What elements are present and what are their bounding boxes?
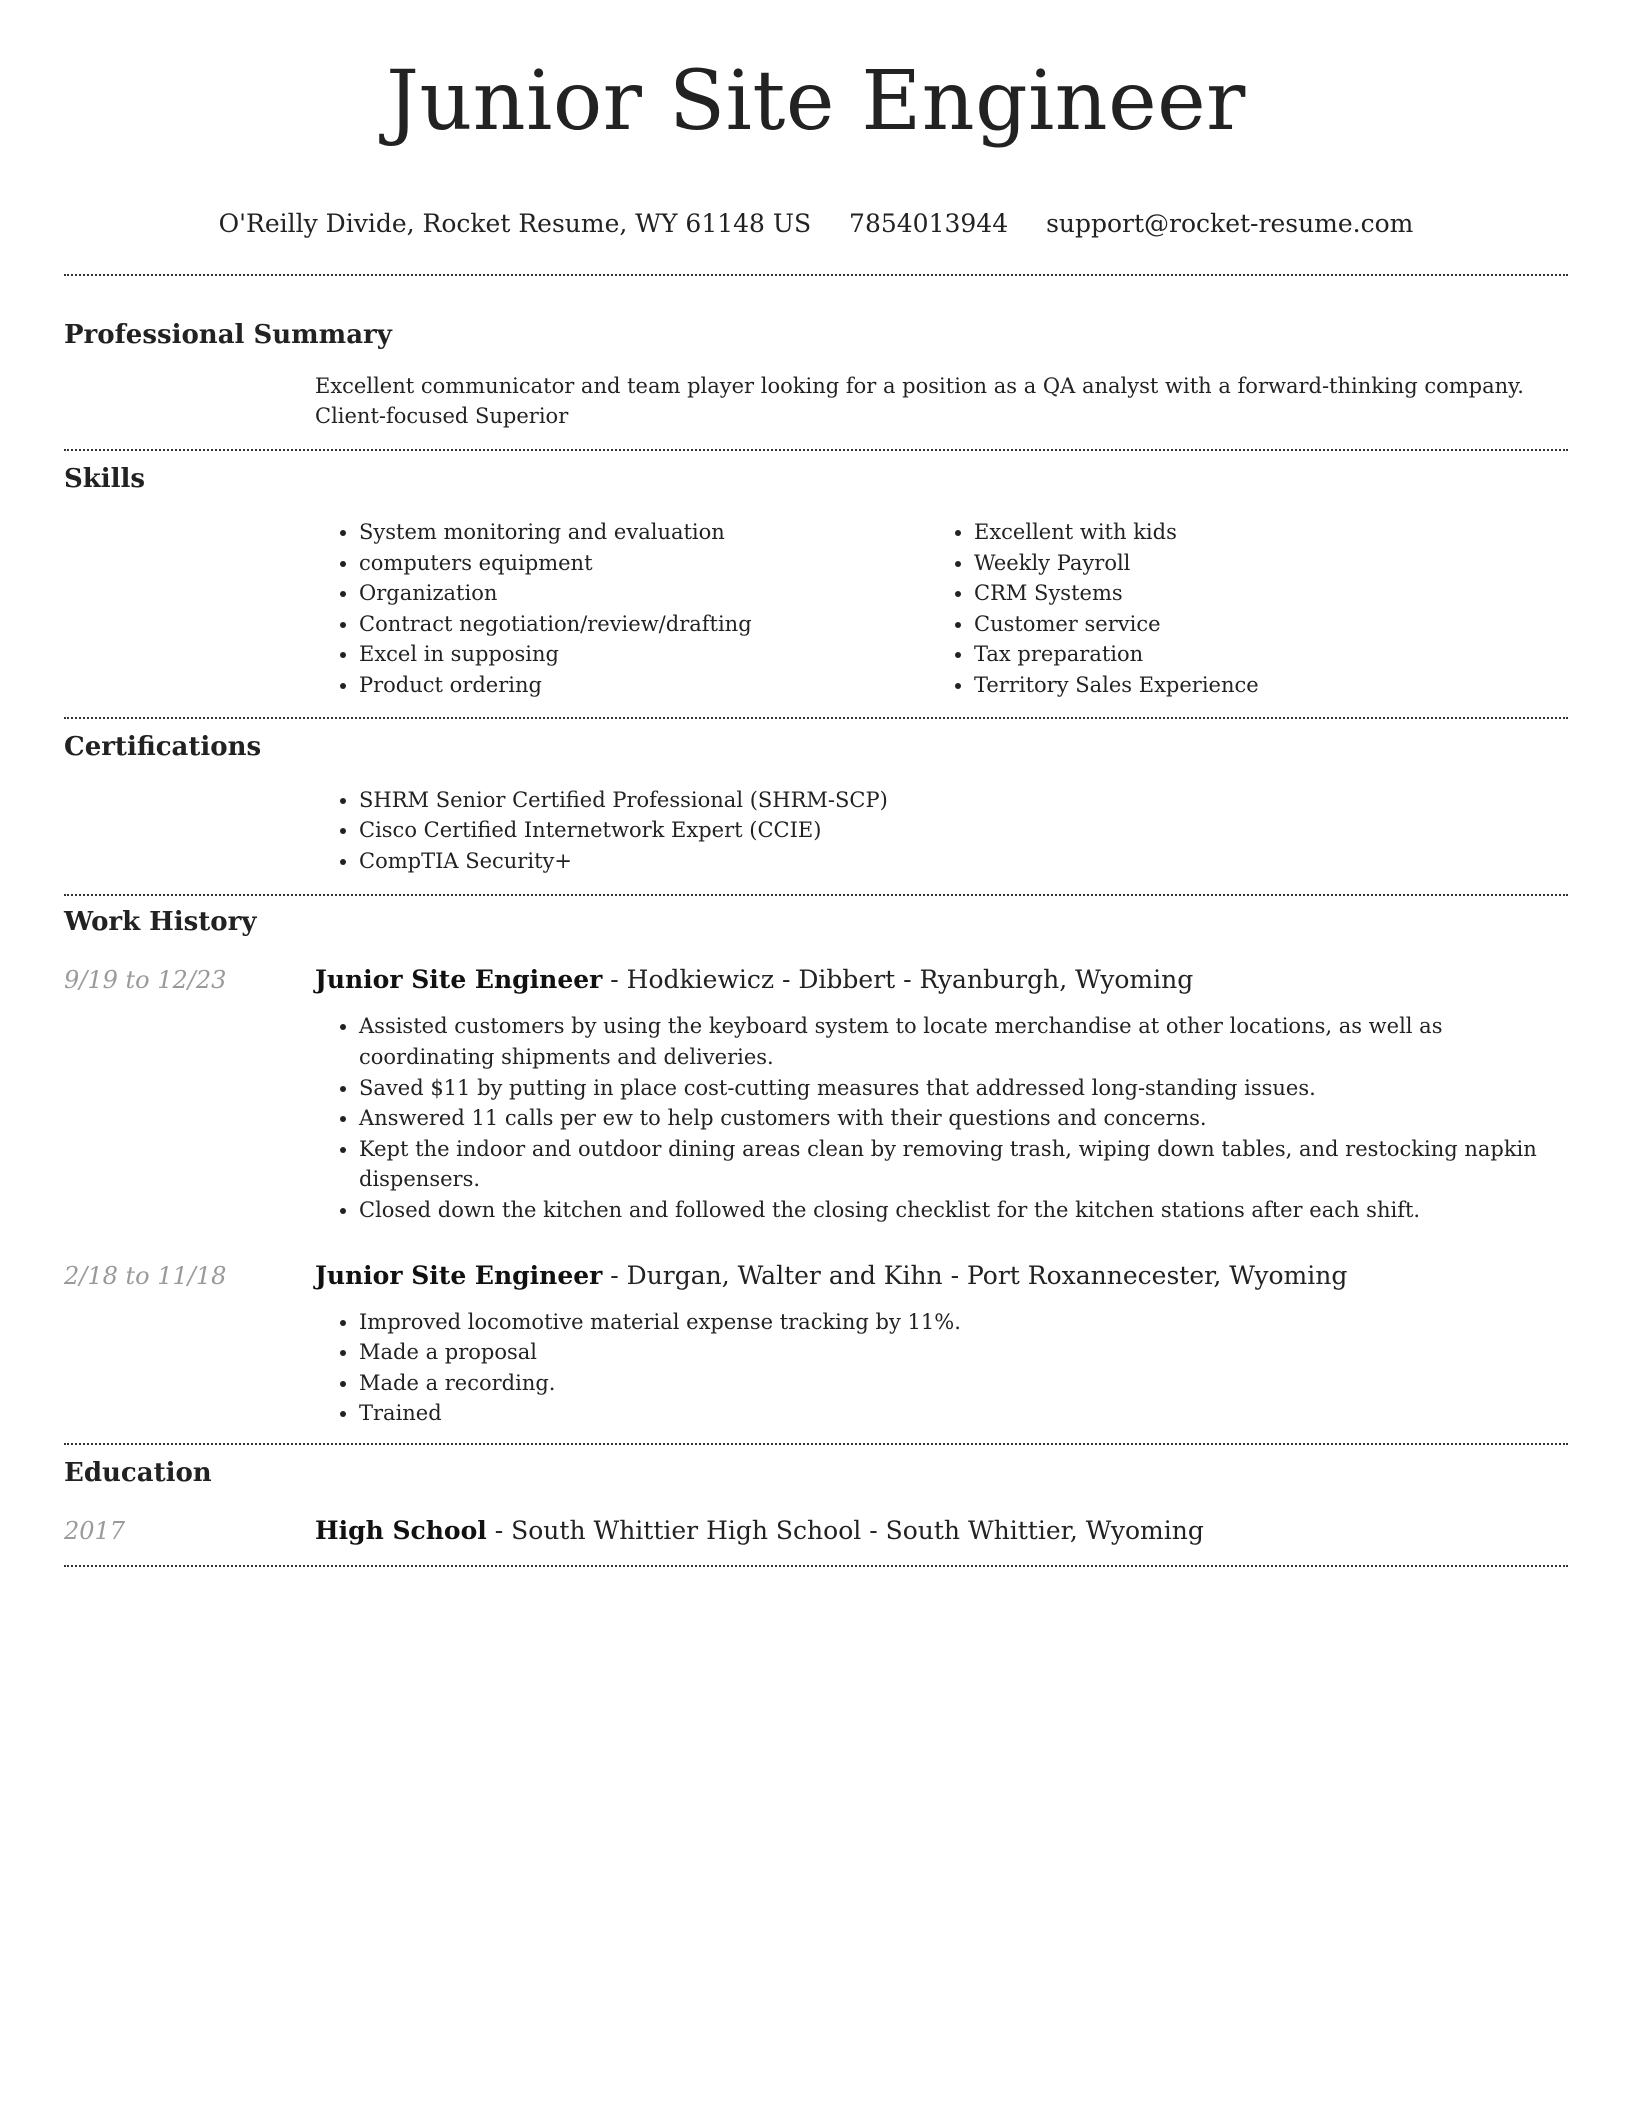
list-item: • Customer service <box>974 609 1545 640</box>
section-title-summary: Professional Summary <box>64 320 392 350</box>
list-item: • Saved $11 by putting in place cost-cutting measures that addressed long-standing issues. <box>359 1073 1568 1104</box>
candidate-name: Junior Site Engineer <box>386 54 1246 149</box>
list-item: • Answered 11 calls per ew to help customers with their questions and concerns. <box>359 1103 1568 1134</box>
job-role: Junior Site Engineer <box>315 965 603 995</box>
list-item: • Closed down the kitchen and followed the closing checklist for the kitchen stations after each shift. <box>359 1195 1568 1226</box>
job-dates: 2/18 to 11/18 <box>64 1261 227 1290</box>
resume-page <box>64 0 1568 1567</box>
section-title-certifications: Certifications <box>64 731 262 762</box>
list-item: • Assisted customers by using the keyboard system to locate merchandise at other locations, as well as coordinating shipments and deliveries. <box>359 1011 1568 1072</box>
summary-section <box>64 276 1568 431</box>
list-item: • computers equipment <box>359 548 930 579</box>
job-employer: - Durgan, Walter and Kihn - Port Roxannecester, Wyoming <box>602 1260 1348 1290</box>
certifications-list <box>315 785 1568 877</box>
summary-text: Excellent communicator and team player looking for a position as a QA analyst with a forward-thinking company. Client-focused Superior <box>315 374 1524 428</box>
email: support@rocket-resume.com <box>1046 209 1414 238</box>
address: O'Reilly Divide, Rocket Resume, WY 61148 US <box>218 209 812 238</box>
certifications-body <box>315 785 1568 877</box>
list-item: • System monitoring and evaluation <box>359 517 930 548</box>
work-section <box>64 896 1568 1429</box>
section-title-work: Work History <box>64 907 257 938</box>
job-details <box>315 964 1568 1225</box>
education-year: 2017 <box>64 1516 126 1545</box>
skills-list-left <box>315 517 930 701</box>
list-item: • Organization <box>359 578 930 609</box>
skills-column-right <box>930 517 1545 701</box>
divider <box>64 1565 1568 1567</box>
list-item: • Excellent with kids <box>974 517 1545 548</box>
list-item: • Made a proposal <box>359 1337 1568 1368</box>
list-item: • Improved locomotive material expense tracking by 11%. <box>359 1307 1568 1338</box>
section-title-skills: Skills <box>64 464 146 494</box>
list-item: • Cisco Certified Internetwork Expert (CCIE) <box>359 815 1568 846</box>
education-line <box>315 1515 1568 1547</box>
contact-line <box>64 208 1568 240</box>
skills-list-right <box>930 517 1545 701</box>
list-item: • Weekly Payroll <box>974 548 1545 579</box>
list-item: • SHRM Senior Certified Professional (SHRM-SCP) <box>359 785 1568 816</box>
education-school: - South Whittier High School - South Whittier, Wyoming <box>486 1515 1204 1545</box>
job-details <box>315 1260 1568 1429</box>
education-entry <box>64 1515 1568 1547</box>
job-bullets <box>315 1307 1568 1429</box>
job-entry <box>64 964 1568 1225</box>
job-dates: 9/19 to 12/23 <box>64 966 227 995</box>
skills-columns <box>315 517 1568 701</box>
certifications-section <box>64 719 1568 877</box>
job-bullets <box>315 1011 1568 1225</box>
education-degree: High School <box>315 1515 487 1545</box>
list-item: • Excel in supposing <box>359 639 930 670</box>
job-role: Junior Site Engineer <box>315 1260 603 1290</box>
phone: 7854013944 <box>849 209 1009 238</box>
list-item: • Trained <box>359 1398 1568 1429</box>
section-title-education: Education <box>64 1457 212 1488</box>
list-item: • Tax preparation <box>974 639 1545 670</box>
job-employer: - Hodkiewicz - Dibbert - Ryanburgh, Wyoming <box>602 965 1194 995</box>
job-title-line <box>315 964 1568 996</box>
skills-column-left <box>315 517 930 701</box>
job-title-line <box>315 1260 1568 1292</box>
skills-section <box>64 451 1568 701</box>
list-item: • CompTIA Security+ <box>359 846 1568 877</box>
resume-header <box>64 0 1568 240</box>
list-item: • Kept the indoor and outdoor dining areas clean by removing trash, wiping down tables, and restocking napkin dispensers. <box>359 1134 1568 1195</box>
list-item: • Territory Sales Experience <box>974 670 1545 701</box>
list-item: • CRM Systems <box>974 578 1545 609</box>
job-entry <box>64 1260 1568 1429</box>
list-item: • Product ordering <box>359 670 930 701</box>
list-item: • Contract negotiation/review/drafting <box>359 609 930 640</box>
education-section <box>64 1445 1568 1547</box>
list-item: • Made a recording. <box>359 1368 1568 1399</box>
